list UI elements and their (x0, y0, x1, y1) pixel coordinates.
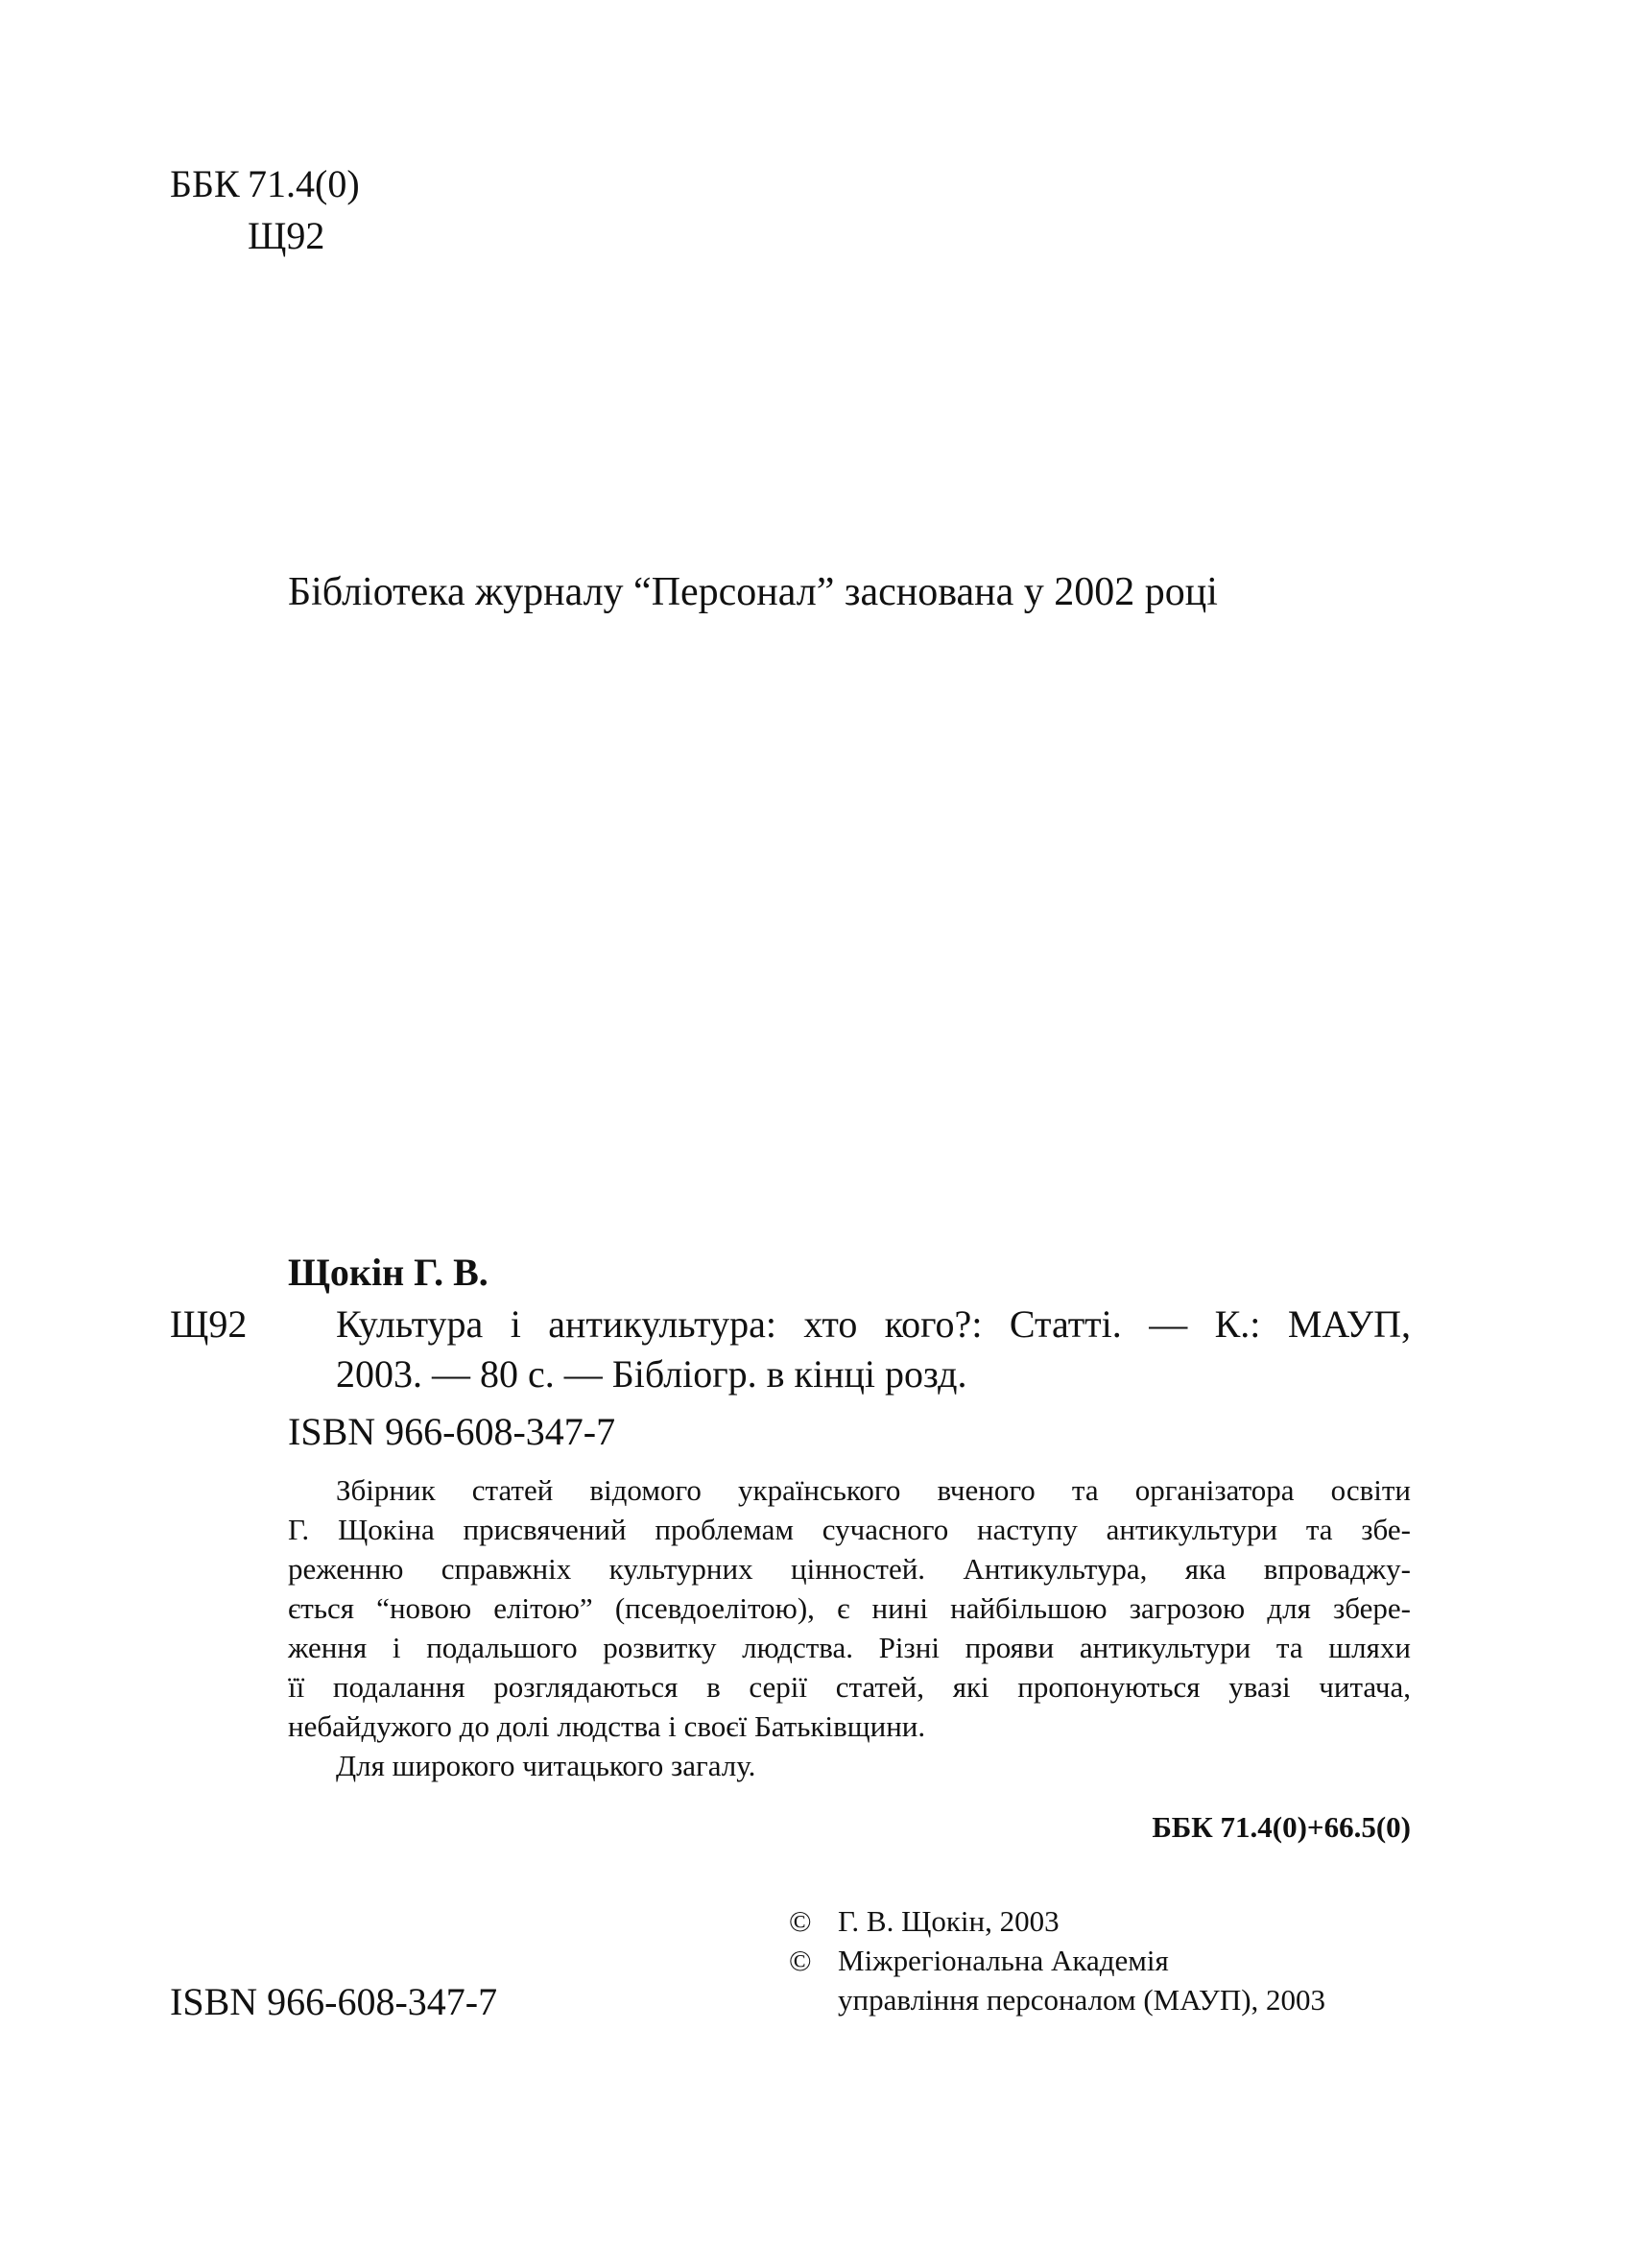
abstract-line: її подалання розглядаються в серії статей, які пропонуються увазі читача, (288, 1670, 1411, 1704)
abstract-line: Г. Щокіна присвячений проблемам сучасного наступу антикультури та збе- (288, 1513, 1411, 1546)
copyright-author: Г. В. Щокін, 2003 (838, 1904, 1060, 1938)
series-line: Бібліотека журналу “Персонал” заснована у 2002 році (288, 570, 1218, 614)
copyright-icon: © (789, 1904, 812, 1938)
abstract-line: реженню справжніх культурних цінностей. Антикультура, яка впроваджу- (288, 1552, 1411, 1586)
bbk-full: ББК 71.4(0)+66.5(0) (1152, 1810, 1411, 1844)
audience-line: Для широкого читацького загалу. (336, 1749, 756, 1782)
copyright-icon: © (789, 1944, 812, 1977)
catalog-author: Щокін Г. В. (288, 1251, 488, 1294)
abstract-line: ється “новою елітою” (псевдоелітою), є нині найбільшою загрозою для збере- (288, 1591, 1411, 1625)
catalog-isbn: ISBN 966-608-347-7 (288, 1410, 616, 1453)
copyright-publisher-cont: управління персоналом (МАУП), 2003 (838, 1983, 1326, 2017)
catalog-title-line-1: Культура і антикультура: хто кого?: Статті. — К.: МАУП, (336, 1302, 1411, 1346)
abstract-line: ження і подальшого розвитку людства. Різні прояви антикультури та шляхи (288, 1631, 1411, 1664)
bbk-label: ББК (170, 162, 240, 205)
abstract-line: Збірник статей відомого українського вченого та організатора освіти (336, 1473, 1411, 1507)
copyright-publisher: Міжрегіональна Академія (838, 1944, 1169, 1977)
catalog-author-mark: Щ92 (170, 1302, 248, 1346)
footer-isbn: ISBN 966-608-347-7 (170, 1980, 498, 2023)
abstract-line: небайдужого до долі людства і своєї Батьківщини. (288, 1709, 926, 1743)
catalog-title-line-2: 2003. — 80 с. — Бібліогр. в кінці розд. (336, 1352, 967, 1396)
bbk-code: 71.4(0) (248, 162, 360, 205)
author-mark: Щ92 (248, 214, 325, 257)
